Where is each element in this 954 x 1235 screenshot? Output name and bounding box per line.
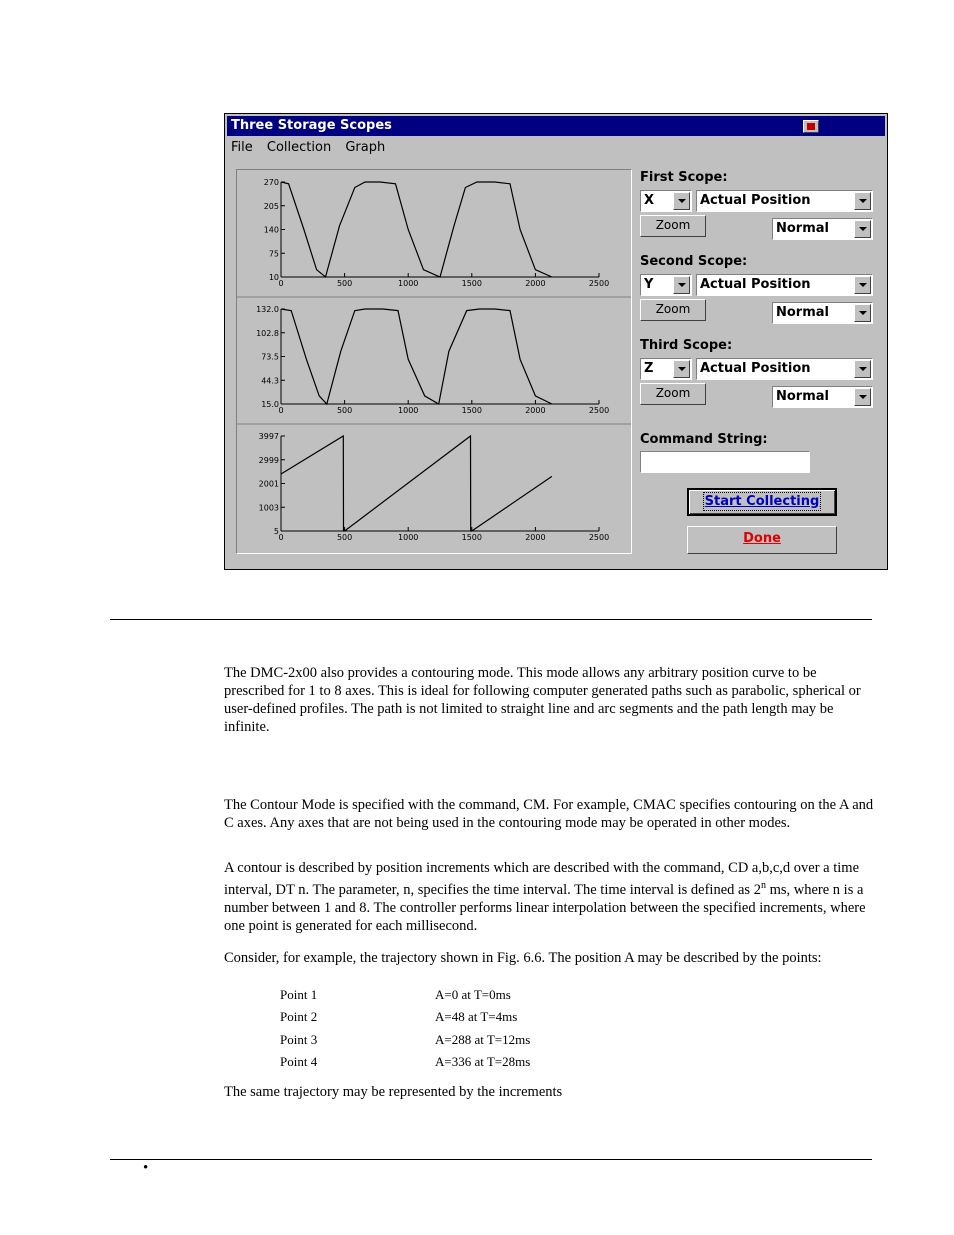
point-4-value: A=336 at T=28ms [435,1054,531,1069]
scope-y-tick-label: 15.0 [261,400,279,409]
menu-bar [231,140,395,155]
window-titlebar [227,116,885,136]
window-title: Three Storage Scopes [231,118,392,133]
third-scope-mode-value: Normal [776,389,829,404]
paragraph-contour-mode: The Contour Mode is specified with the command, CM. For example, CMAC specifies contouring on the A and C axes. Any axes that are not being used in the contouring mode may be operated in other modes. [224,797,874,831]
paragraph-text: ms, where n is a number between 1 and 8. The controller performs linear interpolation between the specified increments, where one point is generated for each millisecond. [224,881,866,934]
second-scope-source-select[interactable] [696,274,873,296]
scope-x-tick-label: 500 [336,279,353,288]
done-button[interactable] [687,526,837,554]
scope-y-tick-label: 73.5 [261,352,279,362]
third-scope-zoom-button[interactable]: Zoom [640,383,706,405]
scope-x-tick-label: 0 [278,406,284,415]
scope-y-tick-label: 2001 [258,479,279,489]
menu-file[interactable]: File [231,140,253,155]
chevron-down-icon [673,360,690,378]
point-1-value: A=0 at T=0ms [435,987,511,1002]
point-4-name: Point 4 [280,1054,318,1069]
section-divider [110,619,872,620]
point-2-value: A=48 at T=4ms [435,1009,518,1024]
scope-y-tick-label: 1003 [258,503,279,513]
command-string-input[interactable] [640,451,810,473]
point-3-name: Point 3 [280,1032,318,1047]
scope-x-tick-label: 2500 [588,533,610,542]
menu-graph[interactable]: Graph [345,140,386,155]
scope-trace [281,309,552,404]
paragraph-contour-description [224,859,874,935]
second-scope-mode-select[interactable] [772,302,873,324]
scope-y-tick-label: 140 [263,225,279,235]
point-1-name: Point 1 [280,987,318,1002]
scope-y-tick-label: 2999 [258,455,279,465]
chevron-down-icon [673,276,690,294]
window-close-icon[interactable] [803,120,819,133]
chevron-down-icon [854,304,871,322]
third-scope-mode-select[interactable] [772,386,873,408]
first-scope-label: First Scope: [640,170,728,185]
second-scope-label: Second Scope: [640,254,748,269]
first-scope-mode-value: Normal [776,221,829,236]
superscript-n: n [760,880,766,891]
paragraph-text: A contour is described by position increments which are described with the command, CD a,b,c,d over a time interval, DT n. The parameter, n, specifies the time interval. The time interval is defined as 2 [224,860,860,898]
chevron-down-icon [854,276,871,294]
third-scope-label: Third Scope: [640,338,733,353]
scope-x-tick-label: 500 [336,533,353,542]
first-scope-source-select[interactable] [696,190,873,212]
footer-bullet: • [143,1160,149,1176]
first-scope-source-value: Actual Position [700,193,811,208]
scope-x-tick-label: 2000 [525,406,546,415]
scope-trace [281,436,552,531]
second-scope-mode-value: Normal [776,305,829,320]
point-2-name: Point 2 [280,1009,318,1024]
menu-collection[interactable]: Collection [266,140,332,155]
chevron-down-icon [673,192,690,210]
scope-y-tick-label: 5 [273,527,279,536]
scope-plot-area [236,169,632,554]
scope-y-tick-label: 44.3 [261,376,279,386]
point-3-value: A=288 at T=12ms [435,1032,531,1047]
scope-y-tick-label: 3997 [258,432,279,441]
paragraph-contour-intro: The DMC-2x00 also provides a contouring mode. This mode allows any arbitrary position curve to be prescribed for 1 to 8 axes. This is ideal for following computer generated paths such as parabolic, spherical or user-defined profiles. The path is not limited to straight line and arc segments and the path length may be infinite. [224,665,861,735]
second-scope-axis-value: Y [644,277,654,292]
start-collecting-label: Start Collecting [704,494,820,509]
scope-x-tick-label: 2500 [588,406,610,415]
command-string-label: Command String: [640,432,768,447]
three-storage-scopes-window [224,113,888,570]
scope-x-tick-label: 1000 [398,406,419,415]
scope-x-tick-label: 2000 [525,533,546,542]
third-scope-axis-value: Z [644,361,654,376]
scope-x-tick-label: 2500 [588,279,610,288]
first-scope-axis-select[interactable] [640,190,692,212]
first-scope-mode-select[interactable] [772,218,873,240]
chevron-down-icon [854,192,871,210]
chevron-down-icon [854,360,871,378]
scope-x-tick-label: 500 [336,406,353,415]
scope-y-tick-label: 270 [263,178,279,187]
scope-x-tick-label: 1000 [398,533,419,542]
paragraph-increments: The same trajectory may be represented by the increments [224,1084,563,1100]
scope-y-tick-label: 75 [268,249,279,259]
scope-x-tick-label: 2000 [525,279,546,288]
chevron-down-icon [854,220,871,238]
scope-x-tick-label: 1500 [461,279,482,288]
scope-y-tick-label: 132.0 [256,305,279,314]
chevron-down-icon [854,388,871,406]
scope-x-tick-label: 0 [278,279,284,288]
third-scope-source-select[interactable] [696,358,873,380]
scope-y-tick-label: 102.8 [256,328,279,338]
scope-x-tick-label: 1500 [461,533,482,542]
scope-y-tick-label: 10 [268,273,279,282]
third-scope-source-value: Actual Position [700,361,811,376]
done-label: Done [743,531,781,546]
start-collecting-button[interactable] [687,488,837,516]
scope-plots-svg [237,170,631,553]
second-scope-axis-select[interactable] [640,274,692,296]
scope-trace [281,182,552,277]
scope-y-tick-label: 205 [263,201,279,211]
paragraph-trajectory-example: Consider, for example, the trajectory shown in Fig. 6.6. The position A may be described by the points: [224,950,822,966]
first-scope-zoom-button[interactable]: Zoom [640,215,706,237]
first-scope-axis-value: X [644,193,655,208]
second-scope-zoom-button[interactable]: Zoom [640,299,706,321]
third-scope-axis-select[interactable] [640,358,692,380]
scope-x-tick-label: 0 [278,533,284,542]
scope-x-tick-label: 1000 [398,279,419,288]
footer-divider [110,1159,872,1160]
second-scope-source-value: Actual Position [700,277,811,292]
scope-x-tick-label: 1500 [461,406,482,415]
